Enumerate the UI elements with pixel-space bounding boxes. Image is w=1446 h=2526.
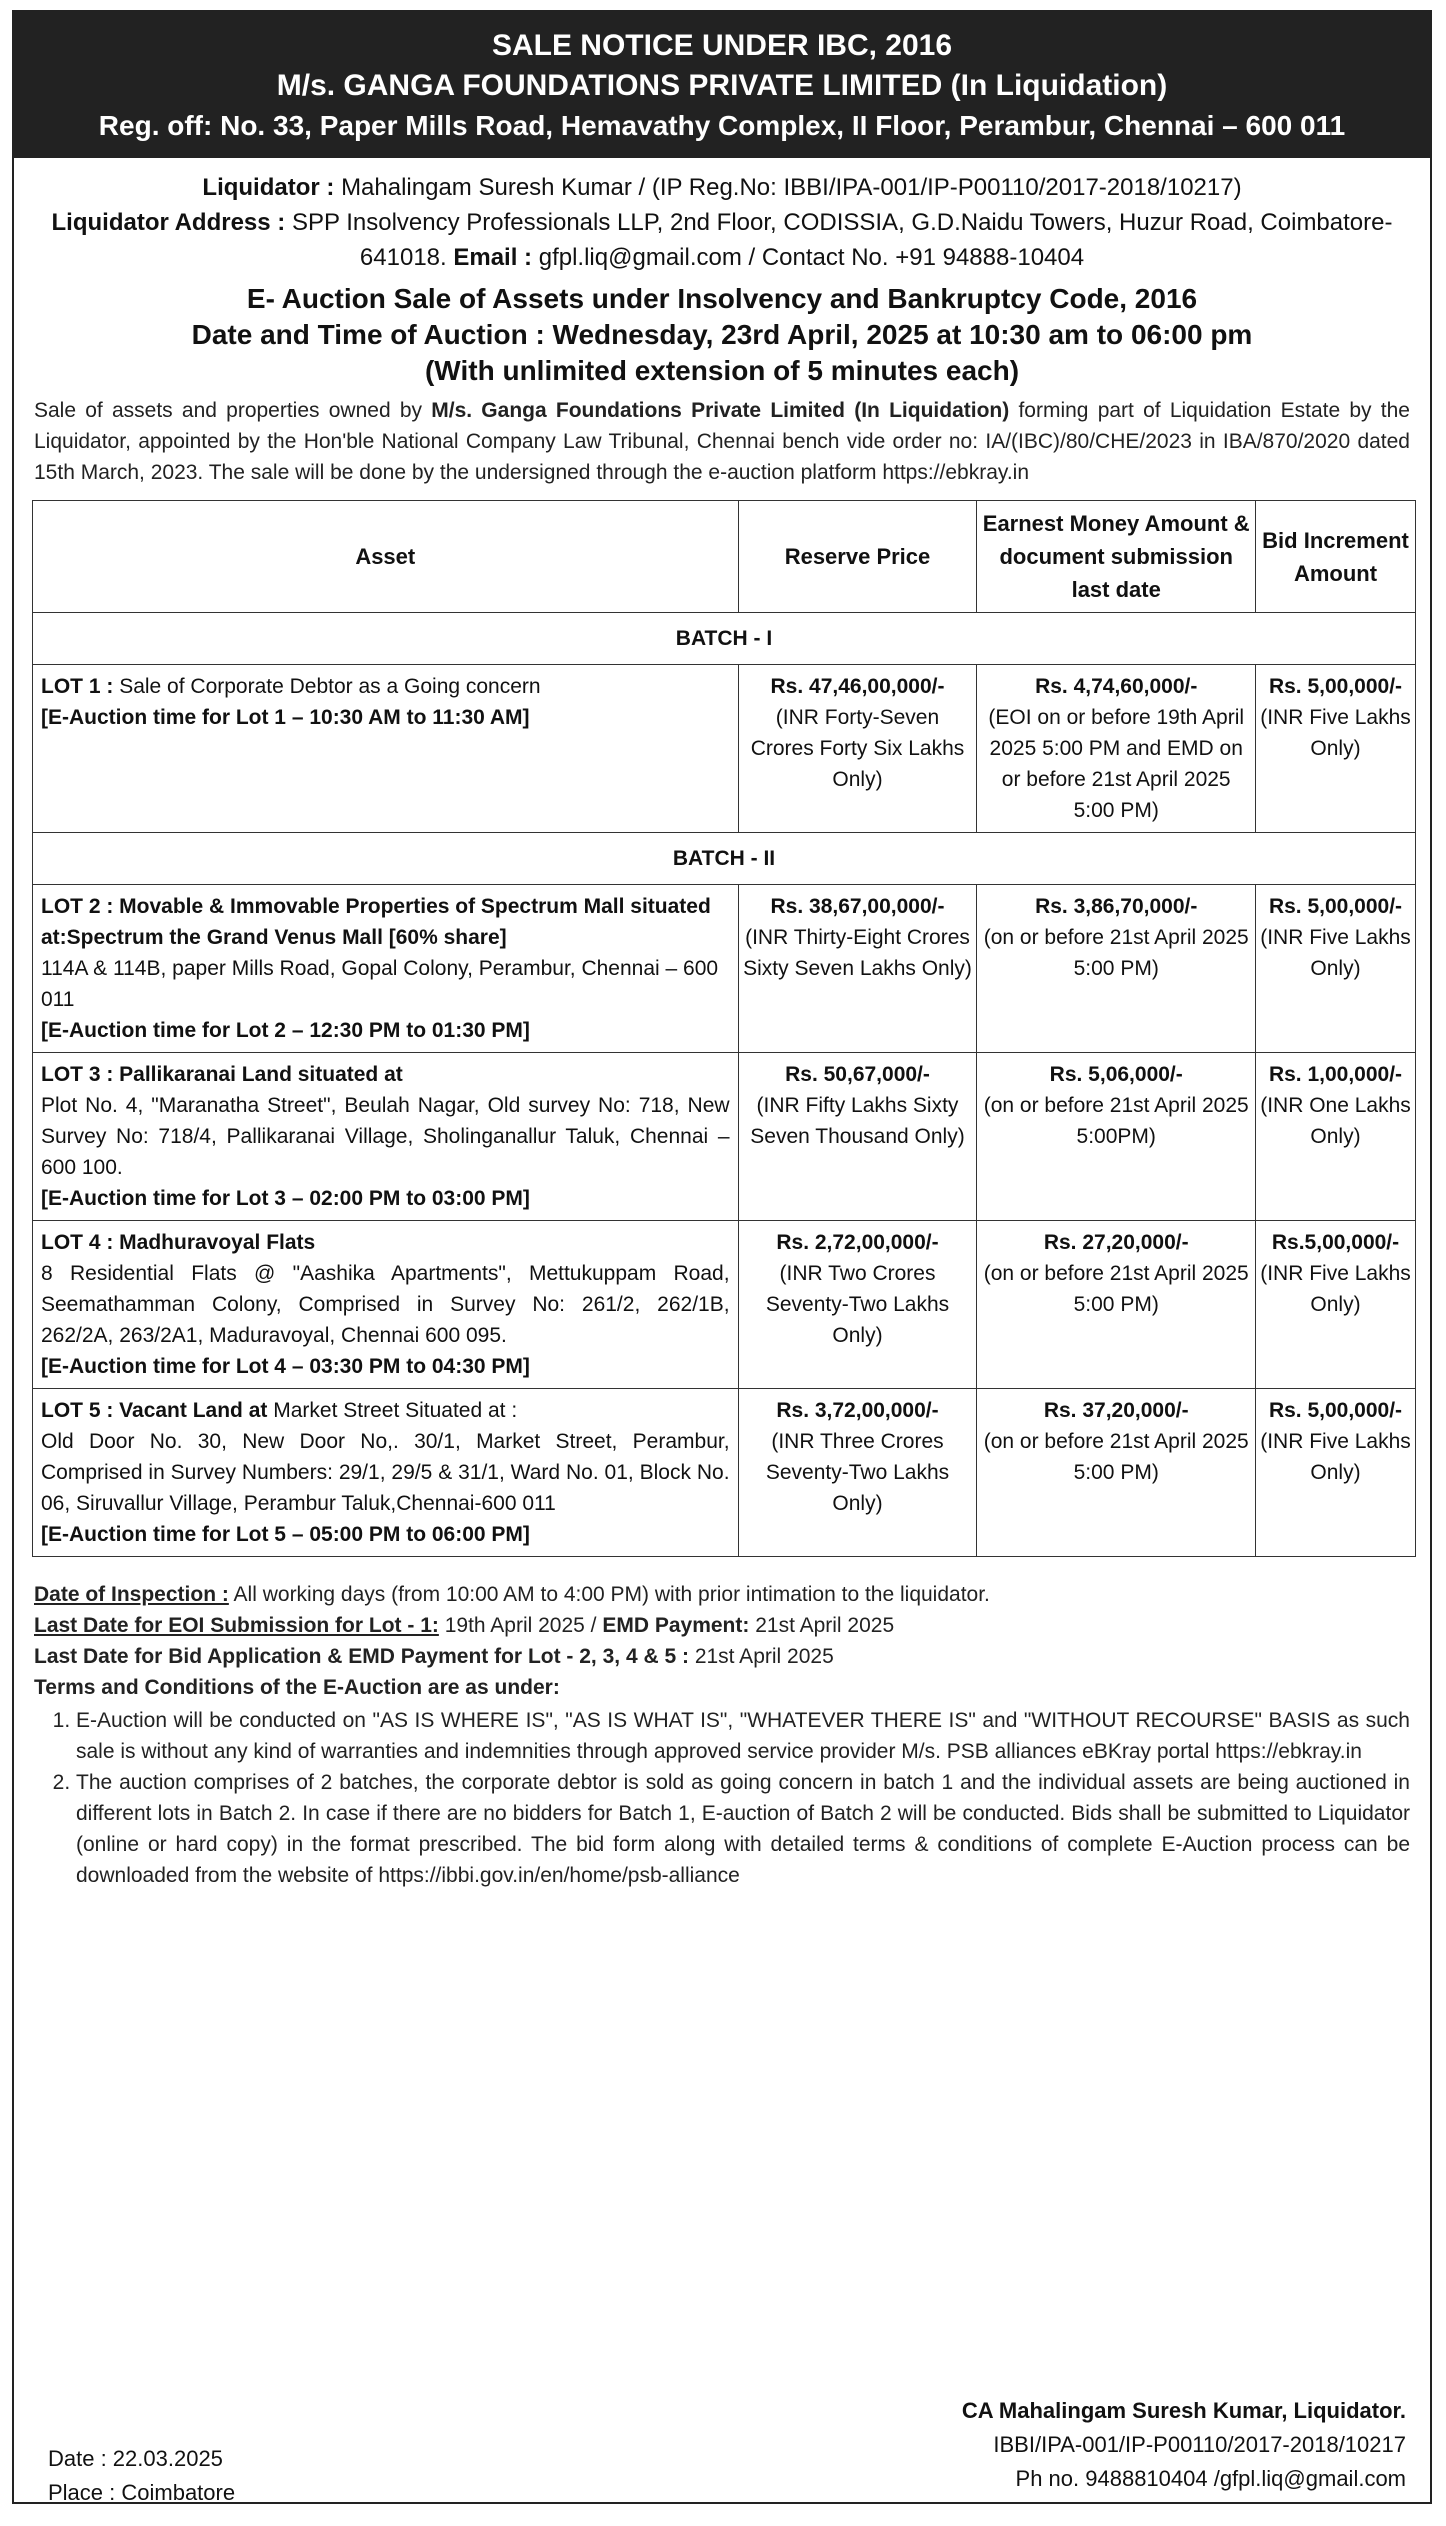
lot1-reserve: Rs. 47,46,00,000/- [770, 675, 945, 698]
lot4-reserve-cell [738, 1221, 977, 1389]
emd-date: 21st April 2025 [755, 1614, 895, 1637]
lot5-emd-cell [977, 1389, 1256, 1557]
email-contact: gfpl.liq@gmail.com / Contact No. +91 94888-10404 [538, 244, 1085, 271]
lot4-time: [E-Auction time for Lot 4 – 03:30 PM to 04:30 PM] [41, 1355, 530, 1378]
col-emd: Earnest Money Amount & document submission last date [977, 501, 1256, 613]
intro-company: M/s. Ganga Foundations Private Limited (In Liquidation) [431, 399, 1010, 422]
batch-label: BATCH - I [33, 613, 1416, 665]
lot5-reserve: Rs. 3,72,00,000/- [776, 1399, 939, 1422]
lot1-time: [E-Auction time for Lot 1 – 10:30 AM to 11:30 AM] [41, 706, 530, 729]
lot5-reserve-cell [738, 1389, 977, 1557]
list-item: 1. E-Auction will be conducted on "AS IS WHERE IS", "AS IS WHAT IS", "WHATEVER THERE IS" and "WITHOUT RECOURSE" BASIS as such sale is without any kind of warranties and indemnities through approved service provider M/s. PSB alliances eBKray portal https://ebkray.in [76, 1705, 1410, 1767]
lot2-reserve-words: (INR Thirty-Eight Crores Sixty Seven Lakhs Only) [743, 926, 972, 980]
liquidator-address: SPP Insolvency Professionals LLP, 2nd Floor, CODISSIA, G.D.Naidu Towers, Huzur Road, Coimbatore- 641018. [291, 209, 1393, 271]
auction-extension: (With unlimited extension of 5 minutes each) [424, 355, 1020, 386]
batch-row [33, 613, 1416, 665]
signatory-reg: IBBI/IPA-001/IP-P00110/2017-2018/10217 [993, 2432, 1406, 2457]
col-bid: Bid Increment Amount [1256, 501, 1416, 613]
lot2-emd: Rs. 3,86,70,000/- [1035, 895, 1198, 918]
lot5-reserve-words: (INR Three Crores Seventy-Two Lakhs Only) [765, 1430, 950, 1515]
lot1-desc: Sale of Corporate Debtor as a Going concern [119, 675, 541, 698]
bid-date: 21st April 2025 [694, 1645, 834, 1668]
emd-label: EMD Payment: [602, 1614, 750, 1637]
notice-place: Place : Coimbatore [48, 2480, 236, 2505]
date-place [48, 2442, 235, 2510]
lot2-emd-cell [977, 885, 1256, 1053]
lot3-bid: Rs. 1,00,000/- [1268, 1063, 1403, 1086]
lot1-emd-note: (EOI on or before 19th April 2025 5:00 PM and EMD on or before 21st April 2025 5:00 PM) [988, 706, 1245, 822]
inspection-label: Date of Inspection : [34, 1583, 229, 1606]
lot4-reserve: Rs. 2,72,00,000/- [776, 1231, 939, 1254]
eoi-date: 19th April 2025 / [444, 1614, 597, 1637]
registered-office: Reg. off: No. 33, Paper Mills Road, Hemavathy Complex, II Floor, Perambur, Chennai – 600 011 [98, 110, 1346, 141]
footer-terms [14, 1557, 1430, 1891]
liquidator-info [14, 158, 1430, 275]
lot4-emd-cell [977, 1221, 1256, 1389]
lots-table [32, 500, 1416, 1557]
eoi-label: Last Date for EOI Submission for Lot - 1: [34, 1614, 439, 1637]
notice-title: SALE NOTICE UNDER IBC, 2016 [491, 29, 953, 62]
lot4-asset [33, 1221, 739, 1389]
lot4-desc: 8 Residential Flats @ "Aashika Apartments", Mettukuppam Road, Seemathamman Colony, Comprised in Survey No: 261/2, 262/1B, 262/2A, 263/2A1, Maduravoyal, Chennai 600 095. [41, 1262, 730, 1347]
lot2-reserve: Rs. 38,67,00,000/- [770, 895, 945, 918]
bid-label: Last Date for Bid Application & EMD Payment for Lot - 2, 3, 4 & 5 : [34, 1645, 689, 1668]
lot3-emd: Rs. 5,06,000/- [1049, 1063, 1183, 1086]
email-label: Email : [453, 244, 533, 271]
table-row [33, 1389, 1416, 1557]
auction-info [14, 281, 1430, 389]
signatory [962, 2394, 1406, 2496]
lot5-desc: Old Door No. 30, New Door No,. 30/1, Market Street, Perambur, Comprised in Survey Numbers: 29/1, 29/5 & 31/1, Ward No. 01, Block No. 06, Siruvallur Village, Perambur Taluk,Chennai-600 011 [41, 1430, 730, 1515]
lot5-emd: Rs. 37,20,000/- [1043, 1399, 1189, 1422]
lot4-bid-words: (INR Five Lakhs Only) [1260, 1262, 1411, 1316]
lot3-reserve-cell [738, 1053, 977, 1221]
lot3-bid-cell [1256, 1053, 1416, 1221]
table-row [33, 1221, 1416, 1389]
intro-paragraph [14, 389, 1430, 488]
lot2-emd-note: (on or before 21st April 2025 5:00 PM) [983, 926, 1249, 980]
lot4-emd: Rs. 27,20,000/- [1043, 1231, 1189, 1254]
lot1-name: LOT 1 : [41, 675, 114, 698]
intro-post: forming part of Liquidation Estate by the Liquidator, appointed by the Hon'ble National Company Law Tribunal, Chennai bench vide order no: IA/(IBC)/80/CHE/2023 in IBA/870/2020 dated 15th March, 2023. The sale will be done by the undersigned through the e-auction platform https://ebkray.in [34, 399, 1410, 484]
lot2-bid-words: (INR Five Lakhs Only) [1260, 926, 1411, 980]
lot5-asset [33, 1389, 739, 1557]
lot1-bid: Rs. 5,00,000/- [1268, 675, 1403, 698]
lot2-bid: Rs. 5,00,000/- [1268, 895, 1403, 918]
lot5-name-rest: Market Street Situated at : [273, 1399, 518, 1422]
company-name: M/s. GANGA FOUNDATIONS PRIVATE LIMITED (In Liquidation) [276, 69, 1168, 102]
batch-row [33, 833, 1416, 885]
notice-date: Date : 22.03.2025 [48, 2446, 223, 2471]
lot1-emd-cell [977, 665, 1256, 833]
lot5-bid-words: (INR Five Lakhs Only) [1260, 1430, 1411, 1484]
table-row [33, 885, 1416, 1053]
lot3-asset [33, 1053, 739, 1221]
col-asset: Asset [33, 501, 739, 613]
lot3-bid-words: (INR One Lakhs Only) [1260, 1094, 1411, 1148]
lot3-name: LOT 3 : Pallikaranai Land situated at [41, 1063, 403, 1086]
lot2-time: [E-Auction time for Lot 2 – 12:30 PM to 01:30 PM] [41, 1019, 530, 1042]
lot3-time: [E-Auction time for Lot 3 – 02:00 PM to 03:00 PM] [41, 1187, 530, 1210]
lot2-name: LOT 2 : Movable & Immovable Properties of Spectrum Mall situated at:Spectrum the Grand Venus Mall [60% share] [41, 895, 711, 949]
lot3-emd-note: (on or before 21st April 2025 5:00PM) [983, 1094, 1249, 1148]
lot5-emd-note: (on or before 21st April 2025 5:00 PM) [983, 1430, 1249, 1484]
lot3-reserve-words: (INR Fifty Lakhs Sixty Seven Thousand Only) [750, 1094, 965, 1148]
list-item: 2. The auction comprises of 2 batches, the corporate debtor is sold as going concern in batch 1 and the individual assets are being auctioned in different lots in Batch 2. In case if there are no bidders for Batch 1, E-auction of Batch 2 will be conducted. Bids shall be submitted to Liquidator (online or hard copy) in the format prescribed. The bid form along with detailed terms & conditions of complete E-Auction process can be downloaded from the website of https://ibbi.gov.in/en/home/psb-alliance [76, 1767, 1410, 1891]
table-row [33, 665, 1416, 833]
lot3-desc: Plot No. 4, "Maranatha Street", Beulah Nagar, Old survey No: 718, New Survey No: 718/4, Pallikaranai Village, Sholinganallur Taluk, Chennai – 600 100. [41, 1094, 730, 1179]
lot2-reserve-cell [738, 885, 977, 1053]
lot5-bid: Rs. 5,00,000/- [1268, 1399, 1403, 1422]
lot1-emd: Rs. 4,74,60,000/- [1035, 675, 1198, 698]
liquidator-address-label: Liquidator Address : [51, 209, 286, 236]
lot5-name: LOT 5 : Vacant Land at [41, 1399, 268, 1422]
signatory-contact: Ph no. 9488810404 /gfpl.liq@gmail.com [1015, 2466, 1406, 2491]
lot3-reserve: Rs. 50,67,000/- [785, 1063, 930, 1086]
lot3-emd-cell [977, 1053, 1256, 1221]
table-row [33, 1053, 1416, 1221]
lot1-reserve-words: (INR Forty-Seven Crores Forty Six Lakhs Only) [750, 706, 965, 791]
auction-datetime: Date and Time of Auction : Wednesday, 23rd April, 2025 at 10:30 am to 06:00 pm [191, 319, 1253, 350]
liquidator-value: Mahalingam Suresh Kumar / (IP Reg.No: IBBI/IPA-001/IP-P00110/2017-2018/10217) [341, 174, 1242, 201]
lot5-time: [E-Auction time for Lot 5 – 05:00 PM to 06:00 PM] [41, 1523, 530, 1546]
lot5-bid-cell [1256, 1389, 1416, 1557]
table-header-row [33, 501, 1416, 613]
lot2-bid-cell [1256, 885, 1416, 1053]
inspection-text: All working days (from 10:00 AM to 4:00 PM) with prior intimation to the liquidator. [233, 1583, 990, 1606]
lot4-emd-note: (on or before 21st April 2025 5:00 PM) [983, 1262, 1249, 1316]
batch-label: BATCH - II [33, 833, 1416, 885]
terms-list [34, 1705, 1410, 1891]
lot1-bid-cell [1256, 665, 1416, 833]
lot2-desc: 114A & 114B, paper Mills Road, Gopal Colony, Perambur, Chennai – 600 011 [41, 957, 719, 1011]
lot4-reserve-words: (INR Two Crores Seventy-Two Lakhs Only) [765, 1262, 950, 1347]
lot1-bid-words: (INR Five Lakhs Only) [1260, 706, 1411, 760]
auction-title: E- Auction Sale of Assets under Insolvency and Bankruptcy Code, 2016 [246, 283, 1198, 314]
signatory-name: CA Mahalingam Suresh Kumar, Liquidator. [961, 2398, 1406, 2423]
lot1-reserve-cell [738, 665, 977, 833]
col-reserve: Reserve Price [738, 501, 977, 613]
lot2-asset [33, 885, 739, 1053]
liquidator-label: Liquidator : [202, 174, 335, 201]
lot4-bid-cell [1256, 1221, 1416, 1389]
intro-pre: Sale of assets and properties owned by [34, 399, 423, 422]
lot4-name: LOT 4 : Madhuravoyal Flats [41, 1231, 316, 1254]
notice-header [14, 12, 1430, 158]
terms-title: Terms and Conditions of the E-Auction are as under: [34, 1676, 560, 1699]
lot1-asset [33, 665, 739, 833]
lot4-bid: Rs.5,00,000/- [1271, 1231, 1400, 1254]
sale-notice [12, 10, 1432, 2504]
